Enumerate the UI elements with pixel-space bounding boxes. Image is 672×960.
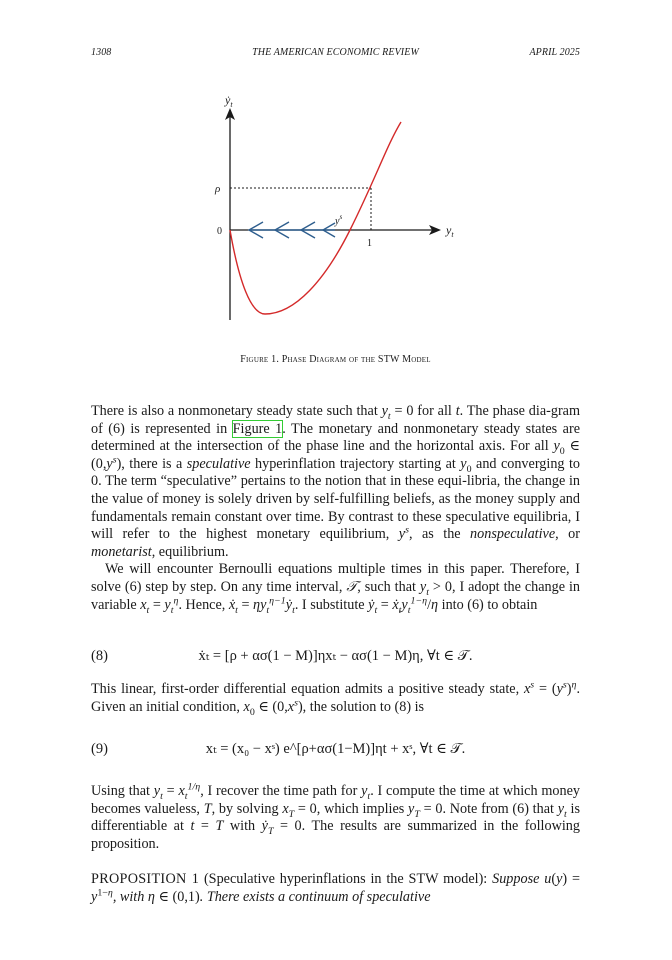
equation-9 xyxy=(91,741,580,763)
steady-state-label: $y^s$ xyxy=(335,213,343,227)
equation-8 xyxy=(91,648,580,670)
phase-diagram xyxy=(205,90,465,330)
issue-date: APRIL 2025 xyxy=(529,47,580,58)
body-paragraph-1: There is also a nonmonetary steady state such that $y_t = 0$ for all t. The phase dia-gram of (6) is represented in Figure 1. The monetary and nonmonetary steady states are determined at the intersection of the phase line and the horizontal axis. For all $y_0$ ∈ $(0,y^s)$, there is a speculative hyperinflation trajectory starting at $y_0$ and converging to 0. The term “speculative” pertains to the notion that in these equi-libria, the change in the value of money is solely driven by self-fulfilling beliefs, as the money supply and fundamentals remain constant over time. By contrast to these speculative equilibria, I will refer to the highest monetary equilibrium, $y^s$, as the nonspeculative, or monetarist, equilibrium. We will encounter Bernoulli equations multiple times in this paper. Therefore, I solve (6) step by step. On any time interval, 𝒯, such that $y_t > 0$, I adopt the change in variable $x_t = y_t^\eta$. Hence, ẋ$_t$ = $\eta y_t^{\eta-1}ẏ_t$. I substitute ẏ$_t$ = $ẋ_ty_t^{1-\eta}/\eta$ into (6) to obtain xyxy=(91,403,581,616)
body-paragraph-3: This linear, first-order differential equation admits a positive steady state, $x^s = (y^s)^\eta$. Given an initial condition, $x_0$ ∈ $(0,x^s)$, the solution to (8) is xyxy=(91,679,581,718)
figure-caption: Figure 1. Phase Diagram of the STW Model xyxy=(240,354,431,365)
equation-number: (8) xyxy=(91,648,108,664)
one-tick-label: 1 xyxy=(367,238,372,249)
page-number: 1308 xyxy=(91,47,112,58)
proposition-1: PROPOSITION 1 (Speculative hyperinflations in the STW model): Suppose $u(y) = y^{1-\eta}$, with η ∈ (0,1). There exists a continuum of speculative xyxy=(91,871,580,905)
running-head xyxy=(91,47,580,61)
rho-tick-label: ρ xyxy=(215,183,221,195)
body-paragraph-2: We will encounter Bernoulli equations multiple times in this paper. Therefore, I solve (6) step by step. On any time interval, 𝒯, such that $y_t > 0$, I adopt the change in variable $x_t = y_t^\eta$. Hence, ẋ$_t$ = $\eta y_t^{\eta-1}ẏ_t$. I substitute ẏ$_t$ = $ẋ_ty_t^{1-\eta}/\eta$ into (6) to obtain xyxy=(91,561,580,616)
body-paragraph-4: Using that $y_t = x_t^{1/\eta}$, I recover the time path for $y_t$. I compute the time at which money becomes valueless, T, by solving $x_T = 0$, which implies $y_T = 0$. Note from (6) that $y_t$ is differentiable at t = T with ẏ$_T$ = 0. The results are summarized in the following proposition. xyxy=(91,781,580,852)
x-axis-label: $y_t$ xyxy=(446,223,454,239)
journal-title: THE AMERICAN ECONOMIC REVIEW xyxy=(252,47,419,58)
zero-tick-label: 0 xyxy=(217,226,222,237)
equation-number: (9) xyxy=(91,741,108,757)
figure-1-link[interactable]: Figure 1 xyxy=(232,420,283,437)
equation-body: xₜ = (x₀ − xˢ) e^[ρ+ασ(1−M)]ηt + xˢ, ∀t ∈ 𝒯. xyxy=(205,741,466,757)
phase-curve xyxy=(230,122,401,314)
proposition-label: PROPOSITION 1 xyxy=(91,871,200,887)
equation-body: ẋₜ = [ρ + ασ(1 − M)]ηxₜ − ασ(1 − M)η, ∀t ∈ 𝒯. xyxy=(198,648,473,664)
y-axis-label: ẏ$_t$ xyxy=(225,93,233,109)
